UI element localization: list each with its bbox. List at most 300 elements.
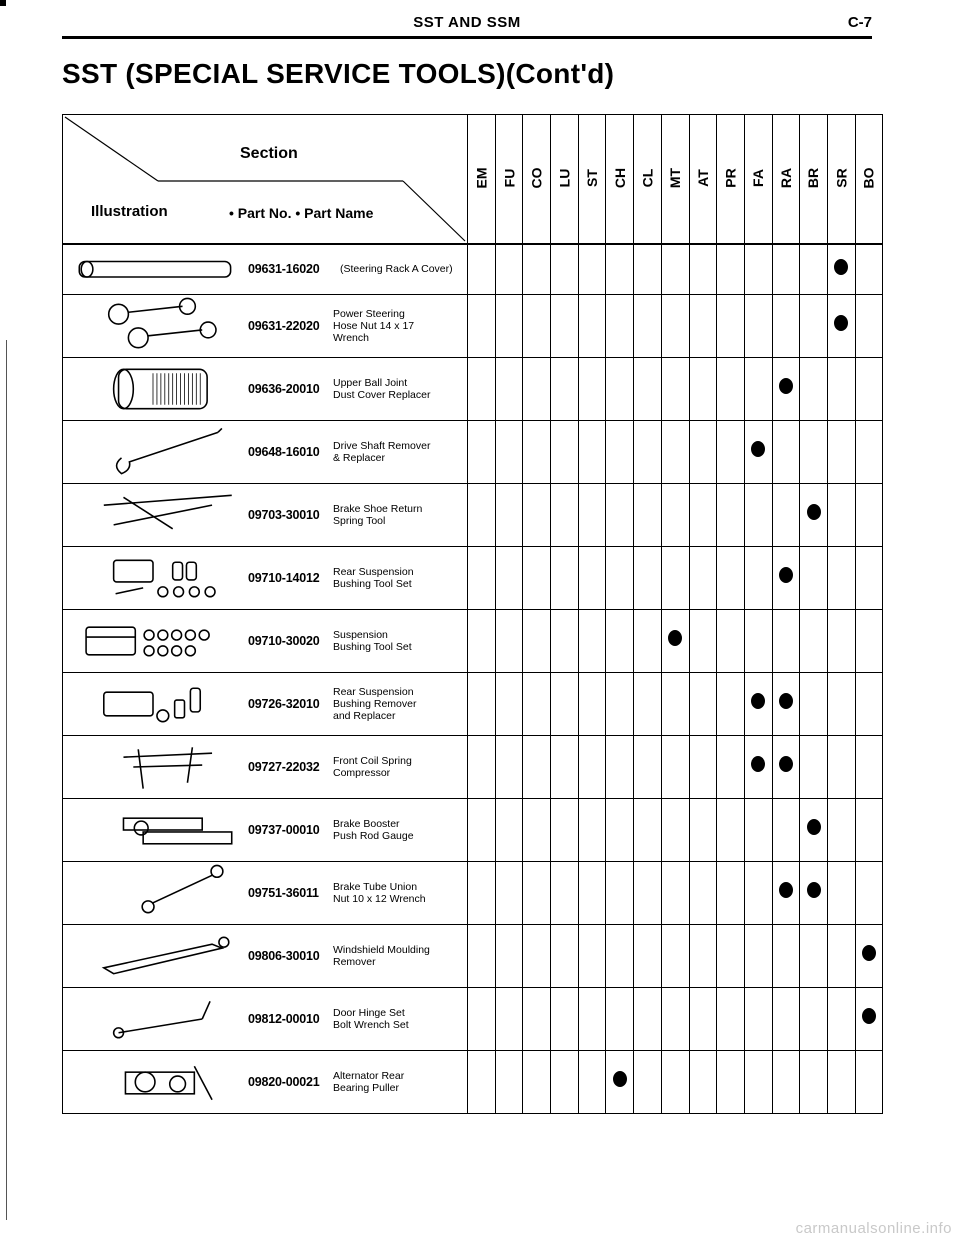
page-number: C-7 bbox=[847, 14, 872, 31]
mark-cell-fu bbox=[495, 672, 523, 735]
part-columns-label: • Part No. • Part Name bbox=[229, 205, 374, 221]
table-row bbox=[63, 735, 883, 798]
section-code: FA bbox=[750, 169, 767, 187]
mark-cell-st bbox=[578, 244, 606, 294]
mark-cell-fa bbox=[744, 609, 772, 672]
hinge-wrench-icon bbox=[63, 988, 243, 1050]
mark-cell-fa bbox=[744, 672, 772, 735]
mark-cell-pr bbox=[717, 861, 745, 924]
mark-cell-cl bbox=[634, 294, 662, 357]
mark-cell-fa bbox=[744, 987, 772, 1050]
mark-cell-ra bbox=[772, 672, 800, 735]
section-header-em bbox=[468, 115, 496, 245]
coil-compressor-icon bbox=[63, 736, 243, 798]
corner-mark bbox=[0, 0, 6, 6]
table-row bbox=[63, 294, 883, 357]
part-name bbox=[333, 818, 461, 842]
mark-cell-st bbox=[578, 1050, 606, 1113]
mark-cell-bo bbox=[855, 483, 883, 546]
mark-cell-at bbox=[689, 483, 717, 546]
mark-cell-ch bbox=[606, 294, 634, 357]
applicable-dot bbox=[862, 945, 876, 961]
mark-cell-pr bbox=[717, 924, 745, 987]
mark-cell-sr bbox=[827, 546, 855, 609]
mark-cell-fu bbox=[495, 483, 523, 546]
applicable-dot bbox=[613, 1071, 627, 1087]
table-row bbox=[63, 244, 883, 294]
part-number: 09726-32010 bbox=[248, 696, 320, 711]
part-name-line: Bushing Remover bbox=[333, 697, 417, 710]
applicable-dot bbox=[751, 693, 765, 709]
mark-cell-fu bbox=[495, 244, 523, 294]
mark-cell-lu bbox=[551, 735, 579, 798]
mark-cell-bo bbox=[855, 924, 883, 987]
part-name-line: Bushing Tool Set bbox=[333, 577, 412, 590]
mark-cell-ra bbox=[772, 357, 800, 420]
part-name-line: Brake Shoe Return bbox=[333, 502, 423, 515]
mark-cell-fa bbox=[744, 357, 772, 420]
table-body bbox=[63, 244, 883, 1113]
mark-cell-st bbox=[578, 294, 606, 357]
table-row bbox=[63, 924, 883, 987]
applicable-dot bbox=[779, 756, 793, 772]
mark-cell-st bbox=[578, 609, 606, 672]
mark-cell-ch bbox=[606, 861, 634, 924]
mark-cell-lu bbox=[551, 420, 579, 483]
mark-cell-br bbox=[800, 987, 828, 1050]
section-code: BR bbox=[805, 167, 822, 189]
mark-cell-mt bbox=[661, 244, 689, 294]
part-name bbox=[340, 263, 453, 275]
mark-cell-fu bbox=[495, 420, 523, 483]
mark-cell-co bbox=[523, 987, 551, 1050]
tool-set-icon bbox=[63, 547, 243, 609]
mark-cell-pr bbox=[717, 357, 745, 420]
bushing-kit-icon bbox=[63, 673, 243, 735]
tool-cell bbox=[63, 357, 468, 420]
part-name-line: Suspension bbox=[333, 628, 388, 641]
part-number: 09727-22032 bbox=[248, 759, 320, 774]
mark-cell-bo bbox=[855, 244, 883, 294]
applicable-dot bbox=[751, 441, 765, 457]
mark-cell-fa bbox=[744, 420, 772, 483]
mark-cell-br bbox=[800, 483, 828, 546]
section-header-fu bbox=[495, 115, 523, 245]
mark-cell-co bbox=[523, 294, 551, 357]
mark-cell-at bbox=[689, 546, 717, 609]
mark-cell-fa bbox=[744, 924, 772, 987]
mark-cell-ra bbox=[772, 1050, 800, 1113]
applicable-dot bbox=[779, 378, 793, 394]
illustration-label: Illustration bbox=[91, 203, 168, 220]
bearing-puller-icon bbox=[63, 1051, 243, 1113]
mark-cell-st bbox=[578, 357, 606, 420]
mark-cell-cl bbox=[634, 672, 662, 735]
part-name bbox=[333, 629, 461, 653]
section-header-at bbox=[689, 115, 717, 245]
mark-cell-cl bbox=[634, 1050, 662, 1113]
part-number: 09806-30010 bbox=[248, 948, 320, 963]
mark-cell-lu bbox=[551, 483, 579, 546]
part-name-line: Bushing Tool Set bbox=[333, 640, 412, 653]
mark-cell-fu bbox=[495, 357, 523, 420]
mark-cell-fu bbox=[495, 861, 523, 924]
mark-cell-br bbox=[800, 294, 828, 357]
mark-cell-bo bbox=[855, 546, 883, 609]
mark-cell-fu bbox=[495, 609, 523, 672]
mark-cell-pr bbox=[717, 294, 745, 357]
mark-cell-ch bbox=[606, 609, 634, 672]
mark-cell-pr bbox=[717, 1050, 745, 1113]
mark-cell-pr bbox=[717, 244, 745, 294]
mark-cell-co bbox=[523, 244, 551, 294]
mark-cell-em bbox=[468, 798, 496, 861]
mark-cell-at bbox=[689, 987, 717, 1050]
table-row bbox=[63, 798, 883, 861]
mark-cell-co bbox=[523, 609, 551, 672]
mark-cell-em bbox=[468, 1050, 496, 1113]
section-code: LU bbox=[556, 168, 573, 188]
mark-cell-st bbox=[578, 546, 606, 609]
mark-cell-ra bbox=[772, 987, 800, 1050]
wrench-pair-icon bbox=[63, 295, 243, 357]
mark-cell-cl bbox=[634, 420, 662, 483]
mark-cell-at bbox=[689, 294, 717, 357]
part-name-line: Compressor bbox=[333, 766, 391, 779]
mark-cell-ch bbox=[606, 924, 634, 987]
part-name bbox=[333, 503, 461, 527]
mark-cell-ch bbox=[606, 798, 634, 861]
mark-cell-br bbox=[800, 798, 828, 861]
mark-cell-sr bbox=[827, 609, 855, 672]
mark-cell-pr bbox=[717, 735, 745, 798]
corner-diagonals bbox=[63, 115, 467, 243]
section-label: Section bbox=[240, 145, 298, 162]
mark-cell-sr bbox=[827, 798, 855, 861]
mark-cell-ra bbox=[772, 420, 800, 483]
mark-cell-fu bbox=[495, 798, 523, 861]
mark-cell-cl bbox=[634, 546, 662, 609]
offset-wrench-icon bbox=[63, 862, 243, 924]
mark-cell-mt bbox=[661, 609, 689, 672]
mark-cell-br bbox=[800, 609, 828, 672]
mark-cell-cl bbox=[634, 987, 662, 1050]
mark-cell-bo bbox=[855, 987, 883, 1050]
mark-cell-em bbox=[468, 861, 496, 924]
mark-cell-sr bbox=[827, 987, 855, 1050]
mark-cell-pr bbox=[717, 420, 745, 483]
mark-cell-lu bbox=[551, 546, 579, 609]
section-code: SR bbox=[833, 168, 850, 188]
binding-rule bbox=[6, 340, 7, 1220]
mark-cell-fa bbox=[744, 546, 772, 609]
section-code: RA bbox=[777, 167, 794, 189]
part-name bbox=[333, 1007, 461, 1031]
mark-cell-mt bbox=[661, 546, 689, 609]
applicable-dot bbox=[751, 756, 765, 772]
corner-header bbox=[63, 115, 468, 245]
mark-cell-br bbox=[800, 672, 828, 735]
mark-cell-cl bbox=[634, 483, 662, 546]
section-header-br bbox=[800, 115, 828, 245]
part-name bbox=[333, 755, 461, 779]
part-number: 09820-00021 bbox=[248, 1074, 320, 1089]
part-name-line: Hose Nut 14 x 17 bbox=[333, 319, 415, 332]
table-row bbox=[63, 483, 883, 546]
mark-cell-mt bbox=[661, 294, 689, 357]
mark-cell-ra bbox=[772, 924, 800, 987]
part-number: 09648-16010 bbox=[248, 444, 320, 459]
section-header-cl bbox=[634, 115, 662, 245]
mark-cell-at bbox=[689, 798, 717, 861]
mark-cell-fu bbox=[495, 924, 523, 987]
section-header-ch bbox=[606, 115, 634, 245]
mark-cell-mt bbox=[661, 672, 689, 735]
moulding-remover-icon bbox=[63, 925, 243, 987]
mark-cell-mt bbox=[661, 357, 689, 420]
part-name-line: Push Rod Gauge bbox=[333, 829, 414, 842]
mark-cell-at bbox=[689, 672, 717, 735]
tool-cell bbox=[63, 1050, 468, 1113]
section-code: MT bbox=[667, 167, 684, 189]
part-name-line: Windshield Moulding bbox=[333, 943, 430, 956]
mark-cell-at bbox=[689, 244, 717, 294]
section-code: CL bbox=[639, 168, 656, 188]
applicable-dot bbox=[668, 630, 682, 646]
mark-cell-st bbox=[578, 672, 606, 735]
applicable-dot bbox=[834, 259, 848, 275]
mark-cell-ch bbox=[606, 244, 634, 294]
part-name bbox=[333, 944, 461, 968]
mark-cell-ch bbox=[606, 420, 634, 483]
mark-cell-at bbox=[689, 861, 717, 924]
mark-cell-lu bbox=[551, 357, 579, 420]
mark-cell-fa bbox=[744, 244, 772, 294]
mark-cell-ch bbox=[606, 735, 634, 798]
tool-cell bbox=[63, 735, 468, 798]
mark-cell-em bbox=[468, 735, 496, 798]
section-header-lu bbox=[551, 115, 579, 245]
mark-cell-em bbox=[468, 294, 496, 357]
mark-cell-br bbox=[800, 924, 828, 987]
mark-cell-em bbox=[468, 244, 496, 294]
mark-cell-co bbox=[523, 546, 551, 609]
part-number: 09710-14012 bbox=[248, 570, 320, 585]
mark-cell-br bbox=[800, 1050, 828, 1113]
mark-cell-lu bbox=[551, 987, 579, 1050]
part-number: 09631-22020 bbox=[248, 318, 320, 333]
mark-cell-co bbox=[523, 735, 551, 798]
mark-cell-ch bbox=[606, 672, 634, 735]
mark-cell-ch bbox=[606, 357, 634, 420]
table-header-row bbox=[63, 115, 883, 245]
part-number: 09751-36011 bbox=[248, 885, 319, 900]
mark-cell-st bbox=[578, 861, 606, 924]
cylinder-icon bbox=[63, 358, 243, 420]
part-name-line: Brake Tube Union bbox=[333, 880, 418, 893]
part-name-line: Dust Cover Replacer bbox=[333, 388, 431, 401]
part-name-line: Alternator Rear bbox=[333, 1069, 405, 1082]
part-number: 09636-20010 bbox=[248, 381, 320, 396]
part-name-line: Wrench bbox=[333, 331, 369, 344]
mark-cell-sr bbox=[827, 924, 855, 987]
part-name-line: Front Coil Spring bbox=[333, 754, 412, 767]
applicable-dot bbox=[807, 819, 821, 835]
mark-cell-mt bbox=[661, 924, 689, 987]
mark-cell-co bbox=[523, 1050, 551, 1113]
mark-cell-at bbox=[689, 357, 717, 420]
part-name-line: Brake Booster bbox=[333, 817, 400, 830]
mark-cell-fa bbox=[744, 735, 772, 798]
mark-cell-fa bbox=[744, 1050, 772, 1113]
mark-cell-co bbox=[523, 798, 551, 861]
mark-cell-ch bbox=[606, 987, 634, 1050]
mark-cell-sr bbox=[827, 294, 855, 357]
part-name-line: Bearing Puller bbox=[333, 1081, 399, 1094]
part-name-line: Drive Shaft Remover bbox=[333, 439, 431, 452]
mark-cell-fa bbox=[744, 798, 772, 861]
spring-tool-icon bbox=[63, 484, 243, 546]
mark-cell-st bbox=[578, 924, 606, 987]
mark-cell-cl bbox=[634, 861, 662, 924]
mark-cell-pr bbox=[717, 546, 745, 609]
part-name-line: Upper Ball Joint bbox=[333, 376, 408, 389]
page-title: SST (SPECIAL SERVICE TOOLS)(Cont'd) bbox=[62, 58, 615, 89]
mark-cell-st bbox=[578, 420, 606, 483]
mark-cell-fa bbox=[744, 294, 772, 357]
mark-cell-lu bbox=[551, 672, 579, 735]
mark-cell-ch bbox=[606, 546, 634, 609]
tool-cell bbox=[63, 987, 468, 1050]
mark-cell-lu bbox=[551, 244, 579, 294]
part-number: 09737-00010 bbox=[248, 822, 320, 837]
table-row bbox=[63, 357, 883, 420]
part-name bbox=[333, 566, 461, 590]
applicable-dot bbox=[779, 567, 793, 583]
table-row bbox=[63, 987, 883, 1050]
mark-cell-em bbox=[468, 546, 496, 609]
mark-cell-br bbox=[800, 861, 828, 924]
part-number: 09703-30010 bbox=[248, 507, 320, 522]
part-name-line: and Replacer bbox=[333, 709, 396, 722]
mark-cell-em bbox=[468, 357, 496, 420]
mark-cell-mt bbox=[661, 1050, 689, 1113]
table-row bbox=[63, 1050, 883, 1113]
sst-table bbox=[62, 114, 883, 1114]
mark-cell-cl bbox=[634, 798, 662, 861]
section-header-ra bbox=[772, 115, 800, 245]
mark-cell-br bbox=[800, 546, 828, 609]
header-title: SST AND SSM bbox=[413, 14, 521, 31]
mark-cell-bo bbox=[855, 861, 883, 924]
mark-cell-mt bbox=[661, 735, 689, 798]
table-row bbox=[63, 672, 883, 735]
applicable-dot bbox=[807, 504, 821, 520]
mark-cell-fa bbox=[744, 483, 772, 546]
mark-cell-br bbox=[800, 357, 828, 420]
mark-cell-pr bbox=[717, 987, 745, 1050]
tool-cell bbox=[63, 609, 468, 672]
applicable-dot bbox=[779, 882, 793, 898]
section-code: CH bbox=[611, 167, 628, 189]
applicable-dot bbox=[807, 882, 821, 898]
mark-cell-fu bbox=[495, 987, 523, 1050]
section-header-st bbox=[578, 115, 606, 245]
part-name-line: (Steering Rack A Cover) bbox=[340, 263, 453, 276]
mark-cell-sr bbox=[827, 861, 855, 924]
tool-case-icon bbox=[63, 610, 243, 672]
mark-cell-em bbox=[468, 987, 496, 1050]
mark-cell-pr bbox=[717, 609, 745, 672]
hook-wrench-icon bbox=[63, 421, 243, 483]
mark-cell-bo bbox=[855, 609, 883, 672]
mark-cell-mt bbox=[661, 861, 689, 924]
section-header-co bbox=[523, 115, 551, 245]
part-name-line: & Replacer bbox=[333, 451, 385, 464]
mark-cell-ra bbox=[772, 294, 800, 357]
part-name-line: Rear Suspension bbox=[333, 565, 414, 578]
section-code: EM bbox=[473, 167, 490, 189]
mark-cell-ra bbox=[772, 244, 800, 294]
mark-cell-ra bbox=[772, 546, 800, 609]
applicable-dot bbox=[779, 693, 793, 709]
mark-cell-em bbox=[468, 420, 496, 483]
tool-cell bbox=[63, 244, 468, 294]
mark-cell-st bbox=[578, 798, 606, 861]
mark-cell-bo bbox=[855, 672, 883, 735]
mark-cell-br bbox=[800, 244, 828, 294]
mark-cell-fu bbox=[495, 546, 523, 609]
part-name bbox=[333, 308, 461, 344]
mark-cell-co bbox=[523, 420, 551, 483]
mark-cell-em bbox=[468, 483, 496, 546]
tool-cell bbox=[63, 861, 468, 924]
mark-cell-ra bbox=[772, 609, 800, 672]
mark-cell-at bbox=[689, 1050, 717, 1113]
applicable-dot bbox=[834, 315, 848, 331]
mark-cell-pr bbox=[717, 672, 745, 735]
mark-cell-sr bbox=[827, 672, 855, 735]
mark-cell-ch bbox=[606, 483, 634, 546]
section-code: BO bbox=[860, 167, 877, 189]
mark-cell-lu bbox=[551, 294, 579, 357]
table-row bbox=[63, 546, 883, 609]
mark-cell-pr bbox=[717, 798, 745, 861]
mark-cell-at bbox=[689, 420, 717, 483]
mark-cell-bo bbox=[855, 420, 883, 483]
mark-cell-cl bbox=[634, 735, 662, 798]
section-code: ST bbox=[584, 169, 601, 187]
mark-cell-ra bbox=[772, 798, 800, 861]
applicable-dot bbox=[862, 1008, 876, 1024]
mark-cell-sr bbox=[827, 1050, 855, 1113]
table-row bbox=[63, 420, 883, 483]
mark-cell-at bbox=[689, 735, 717, 798]
mark-cell-bo bbox=[855, 735, 883, 798]
mark-cell-em bbox=[468, 609, 496, 672]
mark-cell-fa bbox=[744, 861, 772, 924]
mark-cell-em bbox=[468, 672, 496, 735]
section-code: CO bbox=[528, 167, 545, 189]
tool-cell bbox=[63, 672, 468, 735]
part-name-line: Spring Tool bbox=[333, 514, 386, 527]
watermark: carmanualsonline.info bbox=[795, 1220, 952, 1237]
tool-cell bbox=[63, 420, 468, 483]
mark-cell-co bbox=[523, 861, 551, 924]
mark-cell-co bbox=[523, 483, 551, 546]
mark-cell-mt bbox=[661, 798, 689, 861]
mark-cell-co bbox=[523, 357, 551, 420]
